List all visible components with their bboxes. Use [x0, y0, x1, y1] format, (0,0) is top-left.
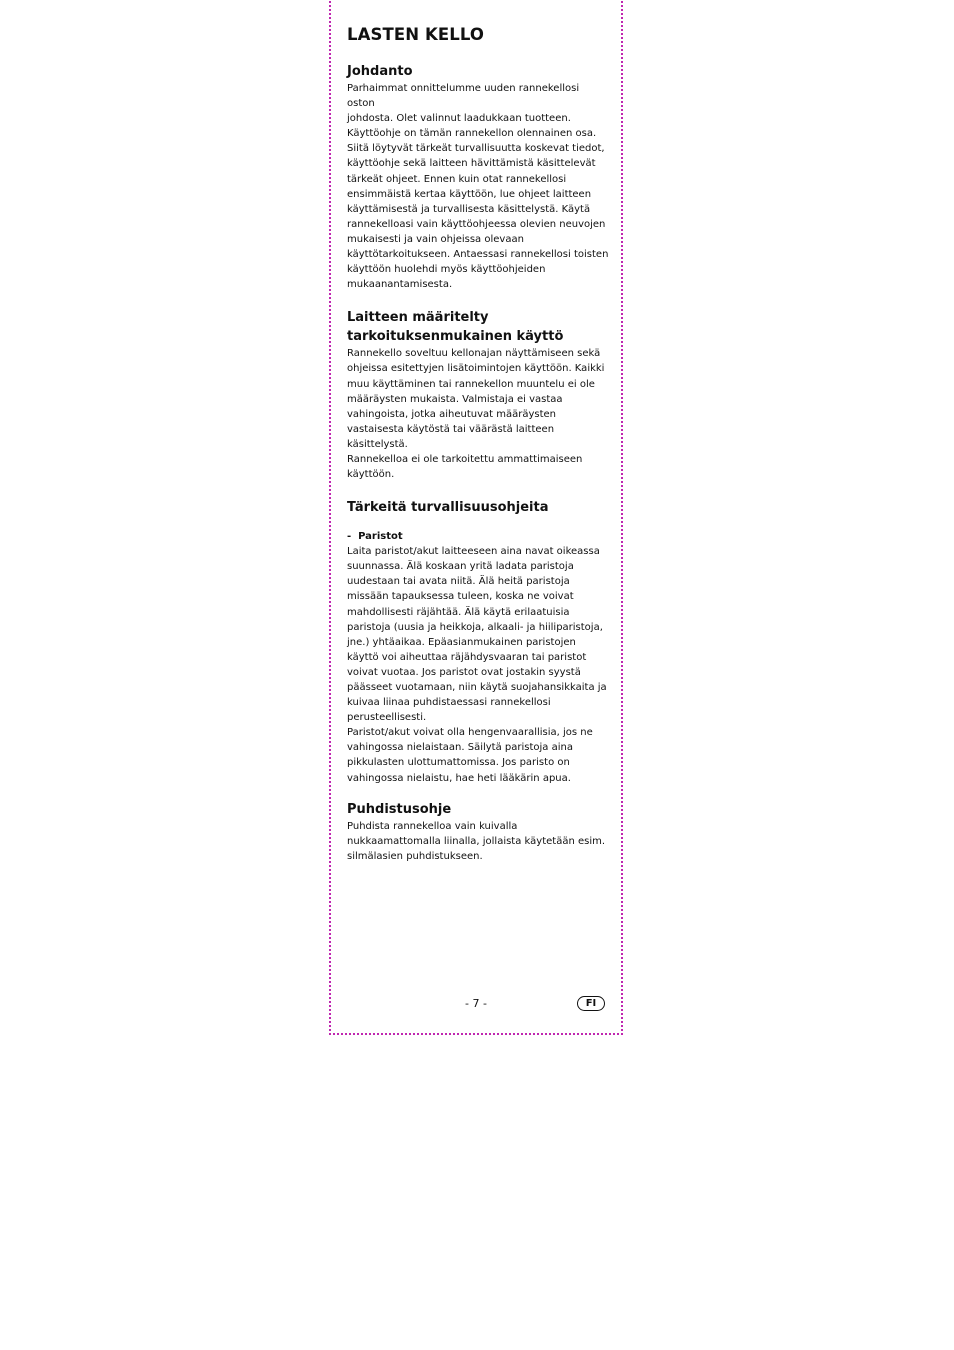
section-body-intended-use: Rannekello soveltuu kellonajan näyttämiseen sekä ohjeissa esitettyjen lisätoimintojen käyttöön. Kaikki muu käyttäminen tai rannekellon muuntelu ei ole määräysten mukaista. Valmistaja ei vastaa vahingoista, jotka aiheutuvat määräysten vastaisesta käytöstä tai väärästä laitteen käsittelystä. Rannekelloa ei ole tarkoitettu ammattimaiseen käyttöön.: [347, 348, 605, 481]
section-body-intro: Parhaimmat onnittelumme uuden rannekellosi oston johdosta. Olet valinnut laadukkaan tuotteen. Käyttöohje on tämän rannekellon olennainen osa. Siitä löytyvät tärkeät turvallisuutta koskevat tiedot, käyttöohje sekä laitteen hävittämistä käsittelevät tärkeät ohjeet. Ennen kuin otat rannekellosi ensimmäistä kertaa käyttöön, lue ohjeet laitteen käyttämisestä ja turvallisesta käsittelystä. Käytä rannekelloasi vain käyttöohjeessa olevien neuvojen mukaisesti ja vain ohjeissa olevaan käyttötarkoitukseen. Antaessasi rannekellosi toisten käyttöön huolehdi myös käyttöohjeiden mukaanantamisesta.: [347, 83, 609, 291]
subheading-batteries: - Paristot: [347, 531, 403, 543]
section-heading-cleaning: Puhdistusohje: [347, 801, 452, 817]
section-heading-safety: Tärkeitä turvallisuusohjeita: [347, 500, 549, 516]
language-badge: FI: [577, 996, 605, 1011]
section-body-cleaning: Puhdista rannekelloa vain kuivalla nukkaamattomalla liinalla, jollaista käytetään esim. silmälasien puhdistukseen.: [347, 820, 606, 862]
document-content: [347, 24, 609, 864]
section-body-safety: Laita paristot/akut laitteeseen aina navat oikeassa suunnassa. Älä koskaan yritä ladata paristoja uudestaan tai avata niitä. Älä heitä paristoja missään tapauksessa tuleen, koska ne voivat mahdollisesti räjähtää. Älä käytä erilaatuisia paristoja (uusia ja heikkoja, alkaali- ja hiiliparistoja, jne.) yhtäaikaa. Epäasianmukainen paristojen käyttö voi aiheuttaa räjähdysvaaran tai paristot voivat vuotaa. Jos paristot ovat jostakin syystä päässeet vuotamaan, niin käytä suojahansikkaita ja kuivaa liinaa puhdistaessasi rannekellosi perusteellisesti. Paristot/akut voivat olla hengenvaarallisia, jos ne vahingossa nielaistaan. Säilytä paristoja aina pikkulasten ulottumattomissa. Jos paristo on vahingossa nielaistu, hae heti lääkärin apua.: [347, 546, 607, 784]
section-heading-intro: Johdanto: [347, 64, 413, 79]
section-heading-intended-use: Laitteen määritelty tarkoituksenmukainen käyttö: [347, 310, 564, 345]
page-footer: [347, 995, 607, 1013]
page-title: LASTEN KELLO: [347, 25, 484, 44]
page-number: - 7 -: [465, 997, 487, 1010]
